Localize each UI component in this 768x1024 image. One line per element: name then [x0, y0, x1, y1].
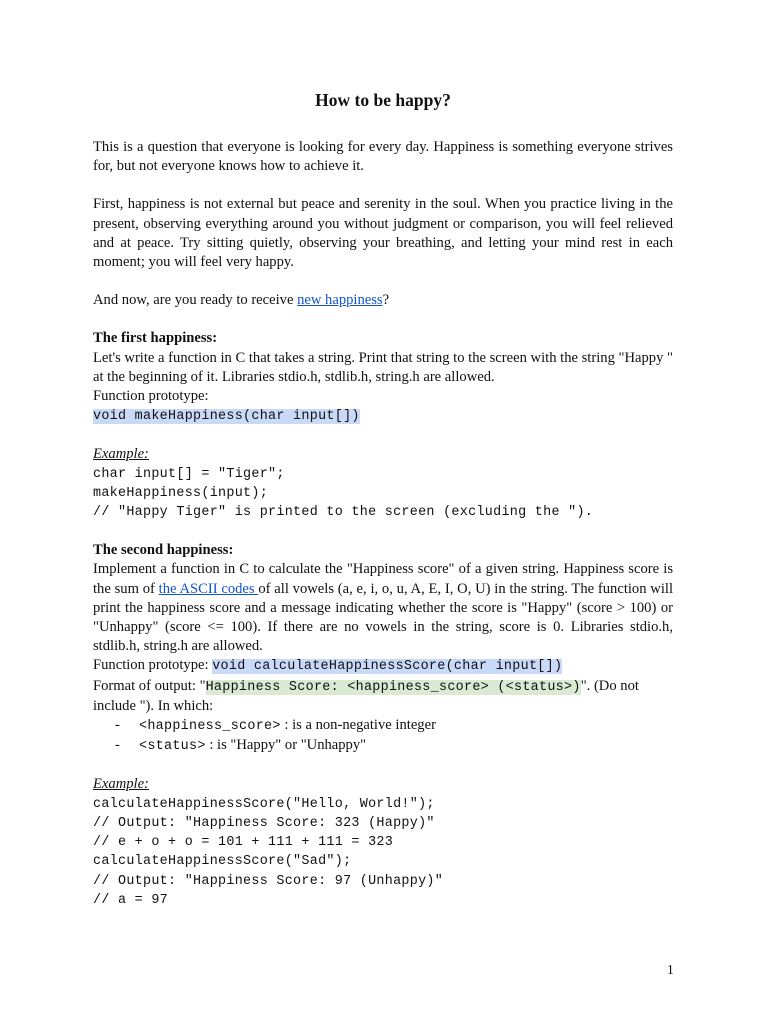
document-title: How to be happy? — [315, 90, 451, 110]
first-happiness-description: Let's write a function in C that takes a string. Print that string to the screen with the string "Happy " at the beginning of it. Libraries stdio.h, stdlib.h, string.h are allowed. — [93, 349, 673, 385]
first-example-line: char input[] = "Tiger"; — [93, 466, 285, 482]
ready-text-after: ? — [382, 292, 390, 309]
mindfulness-paragraph: First, happiness is not external but peace and serenity in the soul. When you practice living in the present, observing everything around you without judgment or comparison, you will feel relieved and at peace. Try sitting quietly, observing your breathing, and letting your mind rest in each moment; you will feel very happy. — [93, 196, 673, 271]
second-example-line: // Output: "Happiness Score: 323 (Happy)" — [93, 815, 435, 831]
status-definition: : is "Happy" or "Unhappy" — [205, 737, 367, 754]
output-format-before: Format of output: " — [93, 677, 206, 694]
page-number: 1 — [667, 962, 674, 977]
document-page — [93, 88, 673, 910]
second-example-line: // e + o + o = 101 + 111 + 111 = 323 — [93, 835, 394, 851]
first-example-line: // "Happy Tiger" is printed to the screen (excluding the "). — [93, 505, 594, 521]
second-prototype-line — [93, 656, 673, 676]
ready-text-before: And now, are you ready to receive — [93, 292, 298, 309]
first-example-label: Example: — [93, 446, 149, 463]
output-format-code: Happiness Score: <happiness_score> (<status>) — [205, 679, 581, 695]
happiness-score-placeholder: <happiness_score> — [139, 719, 281, 735]
first-prototype-code: void makeHappiness(char input[]) — [93, 409, 360, 425]
second-prototype-label: Function prototype: — [93, 657, 213, 674]
second-desc-after: of all vowels (a, e, i, o, u, A, E, I, O, U) in the string. The function will print the happiness score and a message indicating whether the score is "Happy" (score > 100) or "Unhappy" (score <= 100). If there are no vowels in the string, score is 0. Libraries stdio.h, stdlib.h, string.h are allowed. — [93, 580, 674, 655]
format-definitions-list — [93, 716, 673, 756]
ascii-codes-link[interactable]: the ASCII codes — [158, 580, 259, 597]
first-happiness-heading: The first happiness: — [93, 330, 218, 347]
output-format-after: ". (Do not include "). In which: — [93, 677, 639, 714]
ready-paragraph — [93, 291, 673, 310]
second-prototype-code: void calculateHappinessScore(char input[]) — [212, 659, 563, 675]
first-prototype-line — [93, 406, 673, 426]
second-example-line: // Output: "Happiness Score: 97 (Unhappy)" — [93, 873, 444, 889]
first-prototype-label: Function prototype: — [93, 388, 209, 405]
second-example-line: calculateHappinessScore("Hello, World!"); — [93, 796, 435, 812]
second-happiness-description — [93, 560, 673, 656]
second-example-line: // a = 97 — [93, 892, 169, 908]
second-example-label: Example: — [93, 776, 149, 793]
list-item — [115, 716, 673, 736]
first-example-line: makeHappiness(input); — [93, 485, 269, 501]
happiness-score-definition: : is a non-negative integer — [280, 717, 436, 734]
output-format-line — [93, 677, 673, 716]
new-happiness-link[interactable]: new happiness — [297, 292, 383, 309]
second-happiness-heading: The second happiness: — [93, 542, 234, 559]
second-example-line: calculateHappinessScore("Sad"); — [93, 854, 352, 870]
list-item — [115, 736, 673, 756]
status-placeholder: <status> — [139, 739, 206, 755]
second-desc-before: Implement a function in C to calculate the "Happiness score" of a given string. Happiness score is the sum of — [93, 561, 673, 597]
intro-paragraph: This is a question that everyone is looking for every day. Happiness is something everyone strives for, but not everyone knows how to achieve it. — [93, 139, 673, 175]
first-example-label-line — [93, 445, 673, 464]
second-example-label-line — [93, 775, 673, 794]
